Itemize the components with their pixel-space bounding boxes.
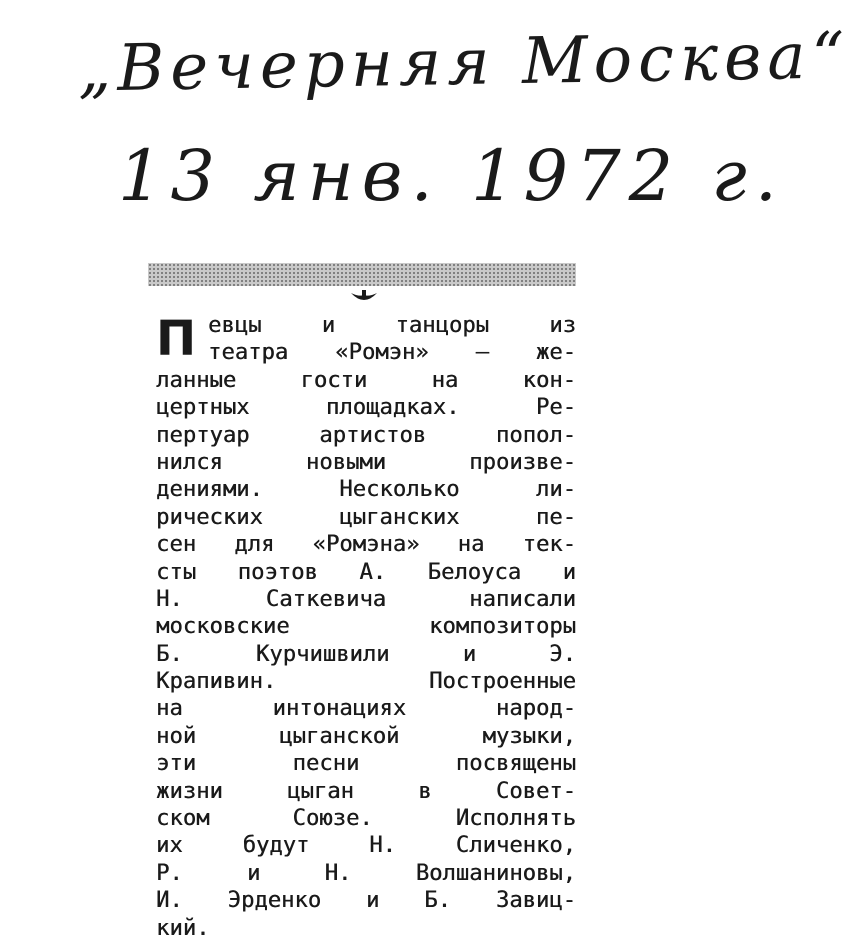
article-line: ной цыганской музыки,	[156, 722, 576, 749]
article-line: кий.	[156, 914, 210, 941]
handwritten-date: 13 янв. 1972 г.	[118, 135, 786, 217]
article-line: дениями. Несколько ли-	[156, 476, 576, 503]
article-line: их будут Н. Сличенко,	[156, 832, 576, 859]
drop-cap: П	[156, 311, 197, 367]
article-line: жизни цыган в Совет-	[156, 777, 576, 804]
article-line: сты поэтов А. Белоуса и	[156, 558, 576, 585]
article-line: нился новыми произве-	[156, 448, 576, 475]
article-line: ском Союзе. Исполнять	[156, 805, 576, 832]
article-line: сен для «Ромэна» на тек-	[156, 531, 576, 558]
article-line: евцы и танцоры из	[208, 312, 576, 338]
halftone-divider	[148, 263, 576, 286]
article-line: Крапивин. Построенные	[156, 668, 576, 695]
article-line: И. Эрденко и Б. Завиц-	[156, 887, 576, 914]
article-line: ланные гости на кон-	[156, 366, 576, 393]
article-line: цертных площадках. Ре-	[156, 394, 576, 421]
article-line: рических цыганских пе-	[156, 503, 576, 530]
article-body	[156, 312, 576, 942]
ornament-icon	[349, 289, 379, 305]
article-line: московские композиторы	[156, 613, 576, 640]
article-line: Б. Курчишвили и Э.	[156, 640, 576, 667]
article-line: на интонациях народ-	[156, 695, 576, 722]
article-line: Н. Саткевича написали	[156, 585, 576, 612]
article-line: Р. и Н. Волшаниновы,	[156, 859, 576, 886]
article-line: эти песни посвящены	[156, 750, 576, 777]
article-line: театра «Ромэн» — же-	[208, 339, 576, 366]
article-line: пертуар артистов попол-	[156, 421, 576, 448]
handwritten-newspaper-name: „Вечерняя Москва“	[77, 19, 851, 107]
